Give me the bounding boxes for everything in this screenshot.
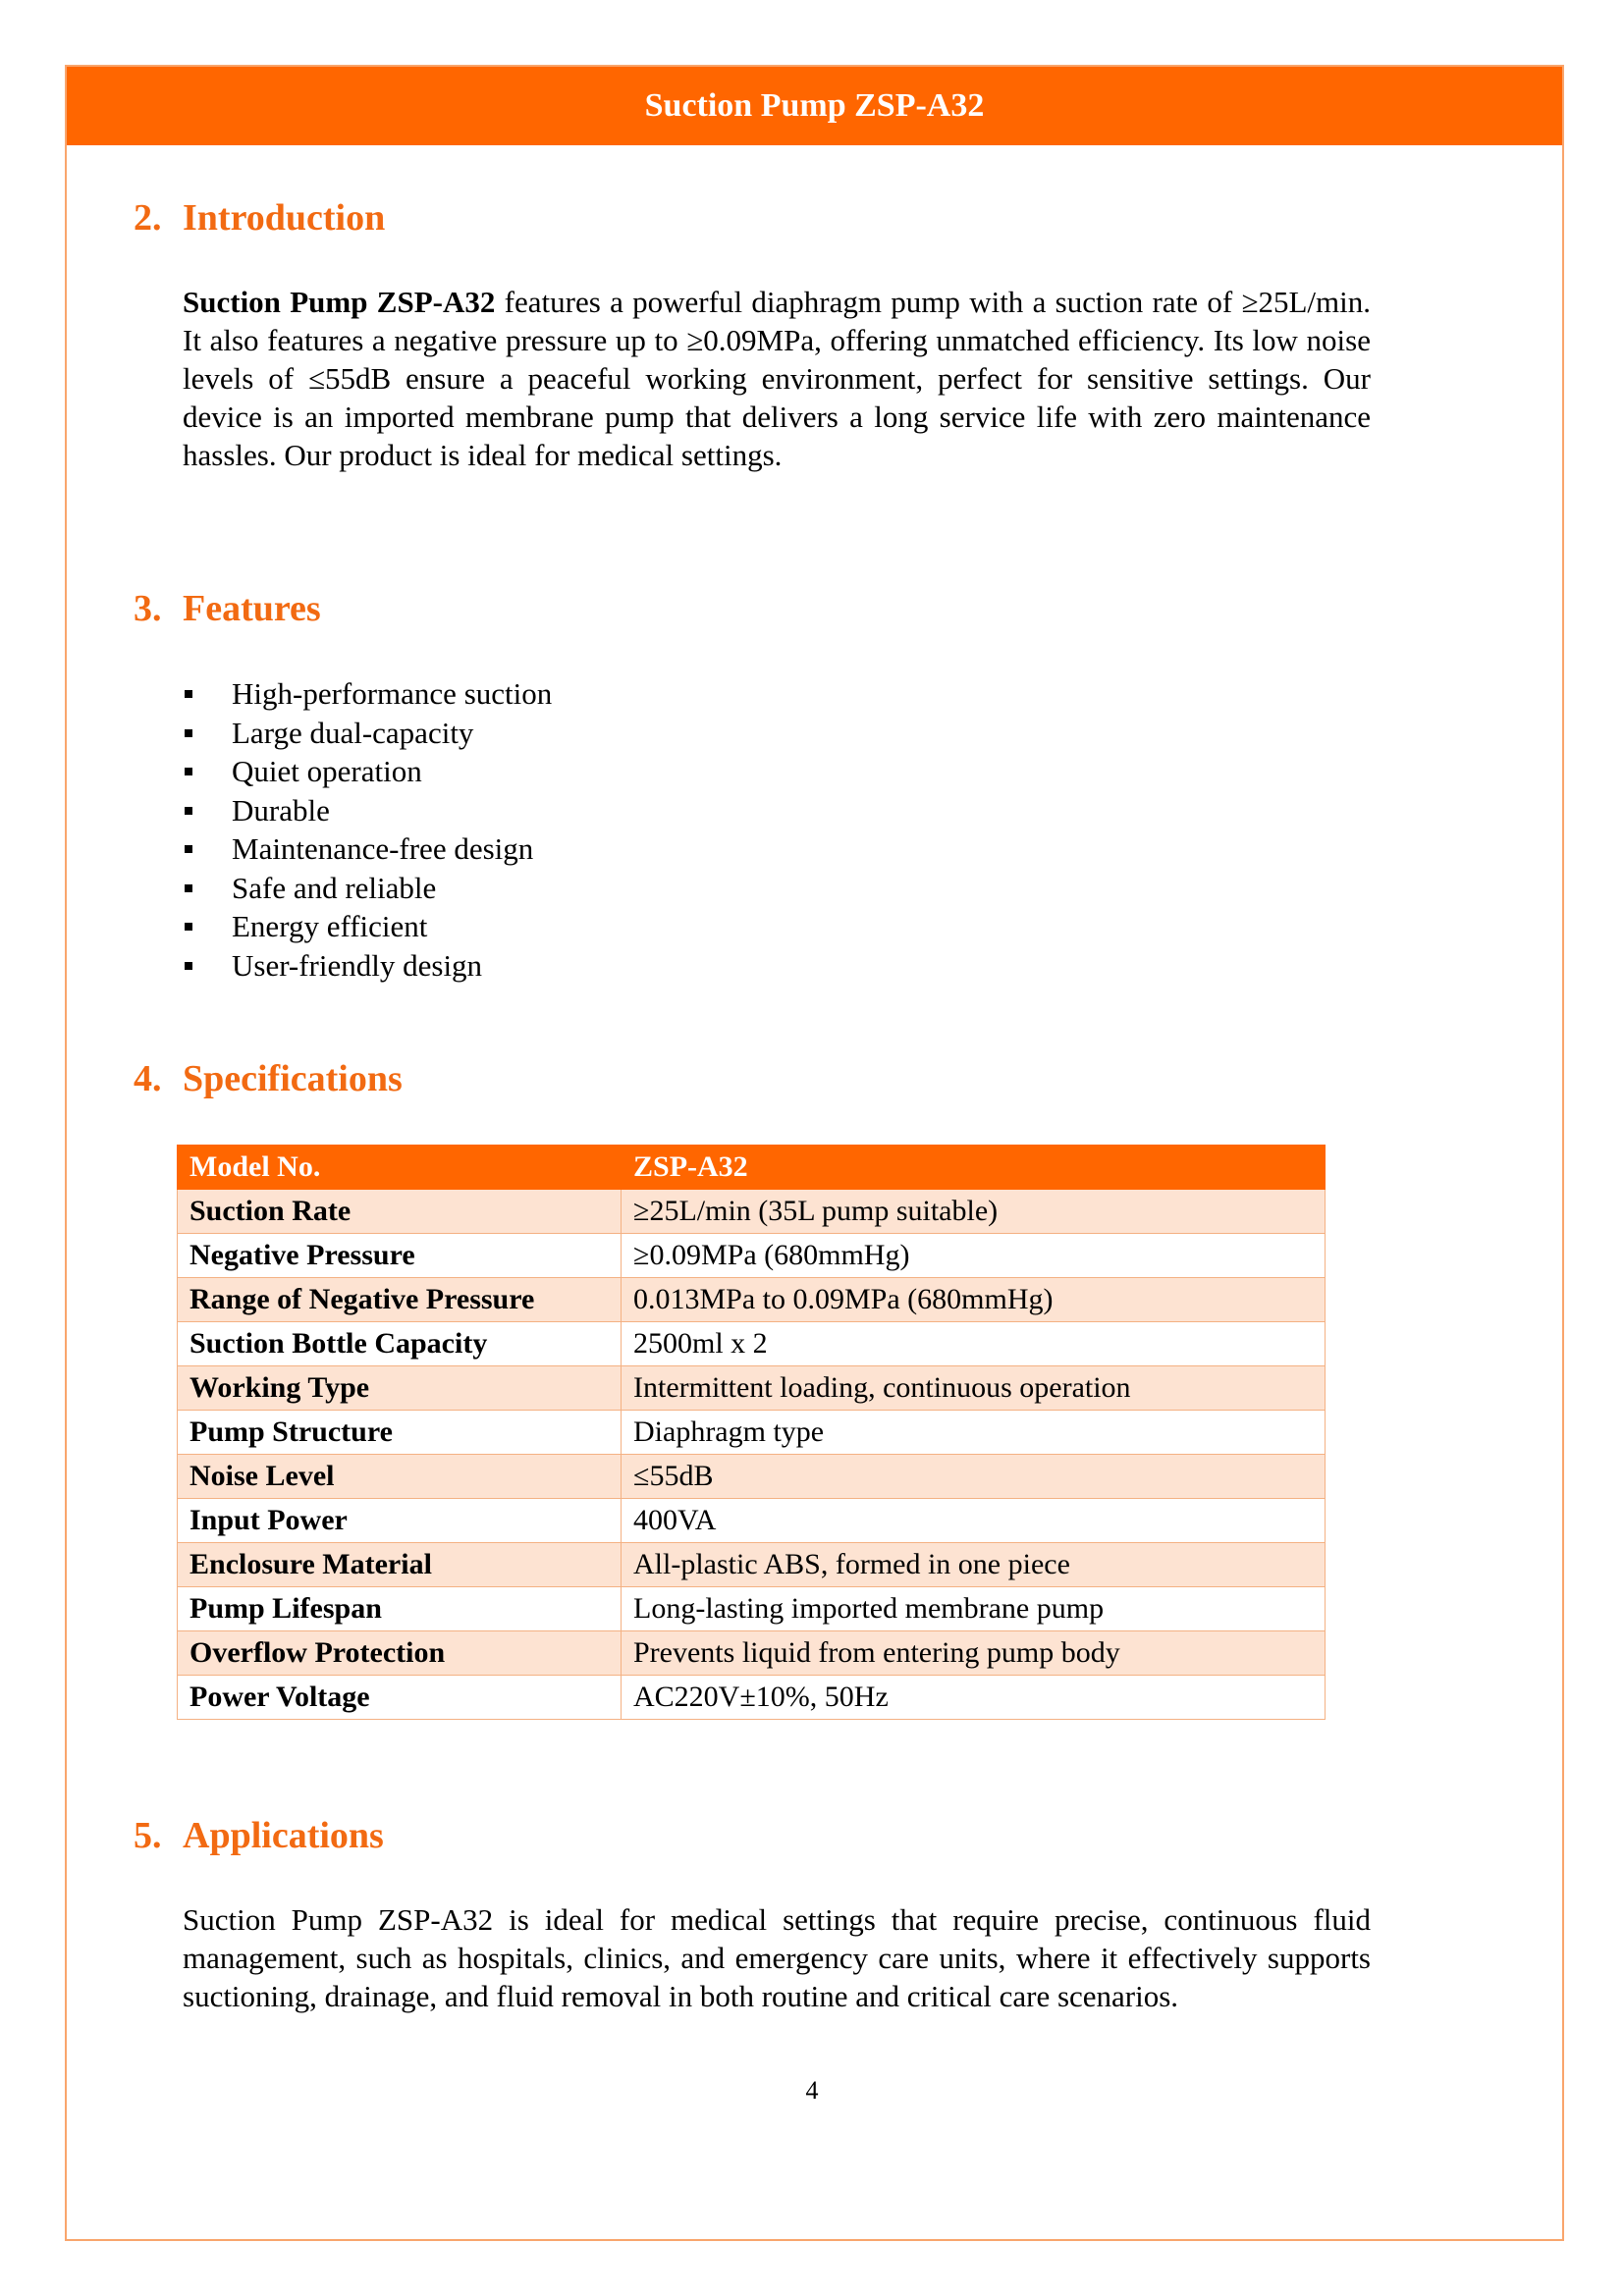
- specifications-table: [177, 1145, 1326, 1720]
- feature-item: [183, 869, 552, 908]
- title-banner: [67, 67, 1562, 145]
- feature-text: Maintenance-free design: [232, 831, 534, 866]
- introduction-paragraph: [183, 283, 1371, 474]
- spec-value: Diaphragm type: [622, 1411, 1326, 1455]
- table-row: [178, 1234, 1326, 1278]
- product-name: Suction Pump ZSP-A32: [183, 285, 496, 319]
- square-bullet-icon: [185, 690, 192, 698]
- feature-text: Energy efficient: [232, 909, 428, 943]
- square-bullet-icon: [185, 923, 192, 931]
- feature-item: [183, 791, 552, 830]
- spec-value: 0.013MPa to 0.09MPa (680mmHg): [622, 1278, 1326, 1322]
- spec-value: Prevents liquid from entering pump body: [622, 1631, 1326, 1676]
- square-bullet-icon: [185, 884, 192, 892]
- spec-key: Input Power: [178, 1499, 622, 1543]
- table-row: [178, 1587, 1326, 1631]
- table-row: [178, 1543, 1326, 1587]
- feature-item: [183, 907, 552, 946]
- table-row: [178, 1631, 1326, 1676]
- table-row: [178, 1499, 1326, 1543]
- features-list: [183, 674, 552, 985]
- table-header-row: [178, 1146, 1326, 1190]
- feature-text: Durable: [232, 792, 330, 828]
- spec-key: Negative Pressure: [178, 1234, 622, 1278]
- table-row: [178, 1676, 1326, 1720]
- spec-value: ≥0.09MPa (680mmHg): [622, 1234, 1326, 1278]
- spec-value: Long-lasting imported membrane pump: [622, 1587, 1326, 1631]
- applications-heading: [134, 1814, 384, 1857]
- table-row: [178, 1278, 1326, 1322]
- section-number: 3.: [134, 588, 162, 629]
- feature-item: [183, 946, 552, 986]
- section-title: Features: [183, 588, 321, 629]
- spec-key: Power Voltage: [178, 1676, 622, 1720]
- table-row: [178, 1455, 1326, 1499]
- spec-key: Overflow Protection: [178, 1631, 622, 1676]
- spec-key: Noise Level: [178, 1455, 622, 1499]
- introduction-text: features a powerful diaphragm pump with a suction rate of ≥25L/min. It also features a negative pressure up to ≥0.09MPa, offering unmatched efficiency. Its low noise levels of ≤55dB ensure a peaceful working environment, perfect for sensitive settings. Our device is an imported membrane pump that delivers a long service life with zero maintenance hassles. Our product is ideal for medical settings.: [183, 285, 1371, 472]
- spec-value: 2500ml x 2: [622, 1322, 1326, 1366]
- feature-item: [183, 714, 552, 753]
- section-number: 2.: [134, 197, 162, 239]
- table-row: [178, 1366, 1326, 1411]
- features-heading: [134, 587, 321, 630]
- header-value: ZSP-A32: [622, 1146, 1326, 1190]
- section-title: Specifications: [183, 1058, 403, 1099]
- feature-text: Safe and reliable: [232, 870, 437, 905]
- square-bullet-icon: [185, 768, 192, 775]
- spec-key: Working Type: [178, 1366, 622, 1411]
- feature-text: User-friendly design: [232, 947, 483, 983]
- table-row: [178, 1322, 1326, 1366]
- spec-value: ≥25L/min (35L pump suitable): [622, 1190, 1326, 1234]
- section-title: Introduction: [183, 197, 386, 239]
- feature-text: High-performance suction: [232, 676, 553, 711]
- spec-key: Suction Rate: [178, 1190, 622, 1234]
- square-bullet-icon: [185, 807, 192, 815]
- feature-text: Quiet operation: [232, 754, 422, 788]
- spec-value: Intermittent loading, continuous operation: [622, 1366, 1326, 1411]
- feature-item: [183, 829, 552, 869]
- spec-value: All-plastic ABS, formed in one piece: [622, 1543, 1326, 1587]
- table-row: [178, 1190, 1326, 1234]
- spec-key: Pump Lifespan: [178, 1587, 622, 1631]
- feature-item: [183, 752, 552, 791]
- page-number: 4: [805, 2076, 819, 2105]
- spec-value: 400VA: [622, 1499, 1326, 1543]
- specifications-heading: [134, 1057, 403, 1100]
- square-bullet-icon: [185, 845, 192, 853]
- introduction-heading: [134, 196, 385, 240]
- document-title: Suction Pump ZSP-A32: [644, 87, 985, 124]
- spec-value: AC220V±10%, 50Hz: [622, 1676, 1326, 1720]
- square-bullet-icon: [185, 729, 192, 737]
- spec-key: Pump Structure: [178, 1411, 622, 1455]
- spec-key: Suction Bottle Capacity: [178, 1322, 622, 1366]
- spec-key: Range of Negative Pressure: [178, 1278, 622, 1322]
- table-row: [178, 1411, 1326, 1455]
- section-title: Applications: [183, 1815, 384, 1856]
- square-bullet-icon: [185, 962, 192, 970]
- header-key: Model No.: [178, 1146, 622, 1190]
- section-number: 4.: [134, 1058, 162, 1099]
- spec-key: Enclosure Material: [178, 1543, 622, 1587]
- feature-item: [183, 674, 552, 714]
- spec-value: ≤55dB: [622, 1455, 1326, 1499]
- section-number: 5.: [134, 1815, 162, 1856]
- feature-text: Large dual-capacity: [232, 715, 474, 750]
- applications-paragraph: Suction Pump ZSP-A32 is ideal for medical settings that require precise, continuous fluid management, such as hospitals, clinics, and emergency care units, where it effectively supports suctioning, drainage, and fluid removal in both routine and critical care scenarios.: [183, 1902, 1371, 2013]
